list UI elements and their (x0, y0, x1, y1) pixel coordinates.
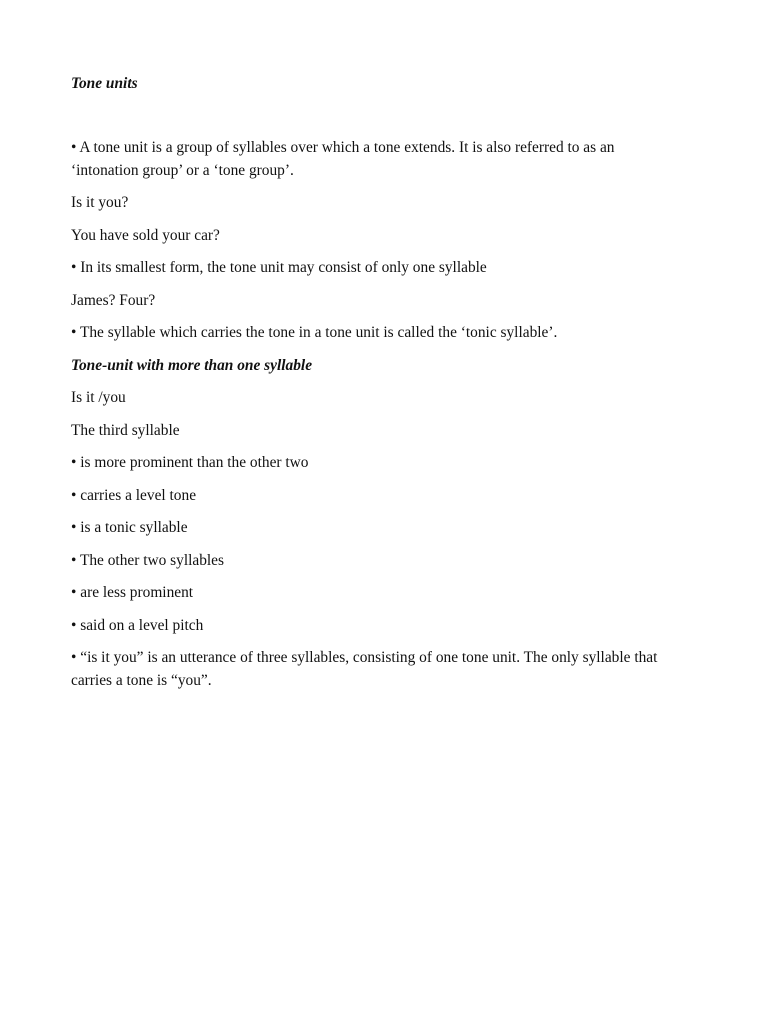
bullet-level-tone: • carries a level tone (71, 487, 197, 504)
tonic-syllable-definition: • The syllable which carries the tone in a tone unit is called the ‘tonic syllable’. (71, 324, 558, 341)
example-is-it-slash-you: Is it /you (71, 389, 126, 406)
smallest-form-bullet: • In its smallest form, the tone unit may consist of only one syllable (71, 259, 487, 276)
bullet-other-two-syllables: • The other two syllables (71, 552, 224, 569)
bullet-more-prominent: • is more prominent than the other two (71, 454, 309, 471)
third-syllable-label: The third syllable (71, 422, 180, 439)
page-title: Tone units (71, 75, 138, 92)
bullet-tonic-syllable: • is a tonic syllable (71, 519, 188, 536)
section-subheading: Tone-unit with more than one syllable (71, 357, 313, 374)
summary-paragraph-line-1: • “is it you” is an utterance of three syllables, consisting of one tone unit. The only syllable that (71, 649, 658, 666)
intro-paragraph-line-1: • A tone unit is a group of syllables over which a tone extends. It is also referred to as an (71, 139, 615, 156)
example-sold-car: You have sold your car? (71, 227, 220, 244)
example-james-four: James? Four? (71, 292, 156, 309)
example-is-it-you: Is it you? (71, 194, 129, 211)
bullet-level-pitch: • said on a level pitch (71, 617, 204, 634)
intro-paragraph-line-2: ‘intonation group’ or a ‘tone group’. (71, 162, 294, 179)
summary-paragraph-line-2: carries a tone is “you”. (71, 672, 212, 689)
bullet-less-prominent: • are less prominent (71, 584, 194, 601)
